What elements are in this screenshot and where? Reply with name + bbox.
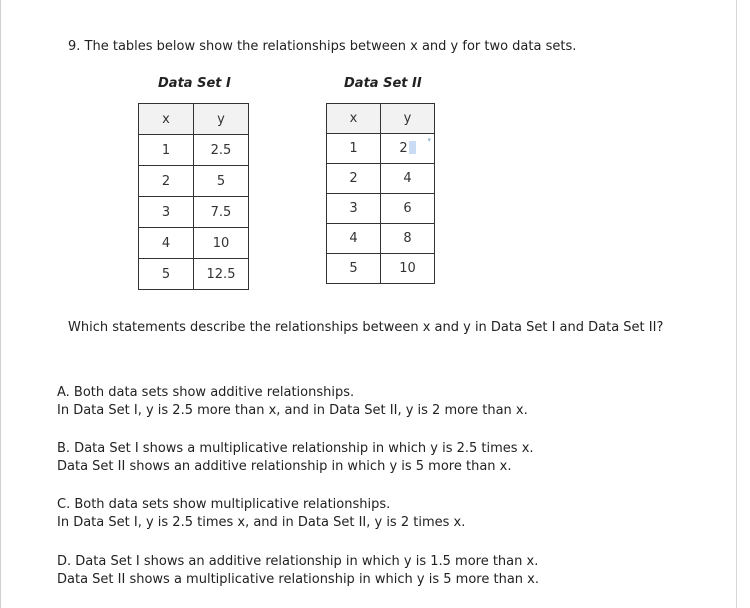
choice-line: In Data Set I, y is 2.5 times x, and in Data Set II, y is 2 times x.	[57, 515, 466, 530]
cell-y: 2.5	[194, 135, 249, 166]
answer-choice-c[interactable]	[57, 496, 465, 532]
choice-line: C. Both data sets show multiplicative relationships.	[57, 497, 391, 512]
data-set-1-table	[138, 103, 249, 290]
choice-line: Data Set II shows an additive relationship in which y is 5 more than x.	[57, 459, 512, 474]
choice-line: D. Data Set I shows an additive relationship in which y is 1.5 more than x.	[57, 554, 539, 569]
cell-y-selected[interactable]	[381, 134, 435, 164]
text-selection-highlight	[409, 141, 416, 154]
cell-x: 1	[139, 135, 194, 166]
cell-x: 4	[139, 228, 194, 259]
cell-x: 2	[139, 166, 194, 197]
choice-line: A. Both data sets show additive relationships.	[57, 385, 355, 400]
column-header-y: y	[381, 104, 435, 134]
data-set-2-table	[326, 103, 435, 284]
cell-x: 5	[327, 254, 381, 284]
cell-x: 5	[139, 259, 194, 290]
column-header-x: x	[327, 104, 381, 134]
cell-x: 1	[327, 134, 381, 164]
cell-y-value: 2	[399, 141, 408, 156]
table-row	[327, 194, 435, 224]
cell-y: 12.5	[194, 259, 249, 290]
cell-y: 10	[194, 228, 249, 259]
dropdown-caret-icon: ▾	[427, 136, 431, 144]
answer-choice-a[interactable]	[57, 384, 528, 420]
choice-line: Data Set II shows a multiplicative relationship in which y is 5 more than x.	[57, 572, 539, 587]
table-header-row	[327, 104, 435, 134]
data-set-2-title: Data Set II	[344, 76, 422, 91]
choice-line: In Data Set I, y is 2.5 more than x, and in Data Set II, y is 2 more than x.	[57, 403, 528, 418]
table-row	[327, 134, 435, 164]
table-row	[327, 254, 435, 284]
cell-x: 2	[327, 164, 381, 194]
cell-x: 3	[327, 194, 381, 224]
page-border-left	[0, 0, 1, 608]
table-header-row	[139, 104, 249, 135]
table-row	[139, 135, 249, 166]
page-border-right	[736, 0, 737, 608]
answer-choice-d[interactable]	[57, 553, 539, 589]
cell-y: 8	[381, 224, 435, 254]
column-header-x: x	[139, 104, 194, 135]
cell-y: 4	[381, 164, 435, 194]
cell-x: 4	[327, 224, 381, 254]
choice-line: B. Data Set I shows a multiplicative relationship in which y is 2.5 times x.	[57, 441, 534, 456]
cell-y: 10	[381, 254, 435, 284]
cell-y: 6	[381, 194, 435, 224]
data-set-1-title: Data Set I	[158, 76, 231, 91]
table-row	[327, 164, 435, 194]
cell-x: 3	[139, 197, 194, 228]
question-stem: 9. The tables below show the relationships between x and y for two data sets.	[68, 39, 577, 54]
cell-y: 7.5	[194, 197, 249, 228]
table-row	[139, 228, 249, 259]
column-header-y: y	[194, 104, 249, 135]
table-row	[139, 259, 249, 290]
answer-choice-b[interactable]	[57, 440, 534, 476]
table-row	[139, 197, 249, 228]
table-row	[327, 224, 435, 254]
table-row	[139, 166, 249, 197]
question-prompt: Which statements describe the relationships between x and y in Data Set I and Data Set II?	[68, 320, 664, 335]
cell-y: 5	[194, 166, 249, 197]
